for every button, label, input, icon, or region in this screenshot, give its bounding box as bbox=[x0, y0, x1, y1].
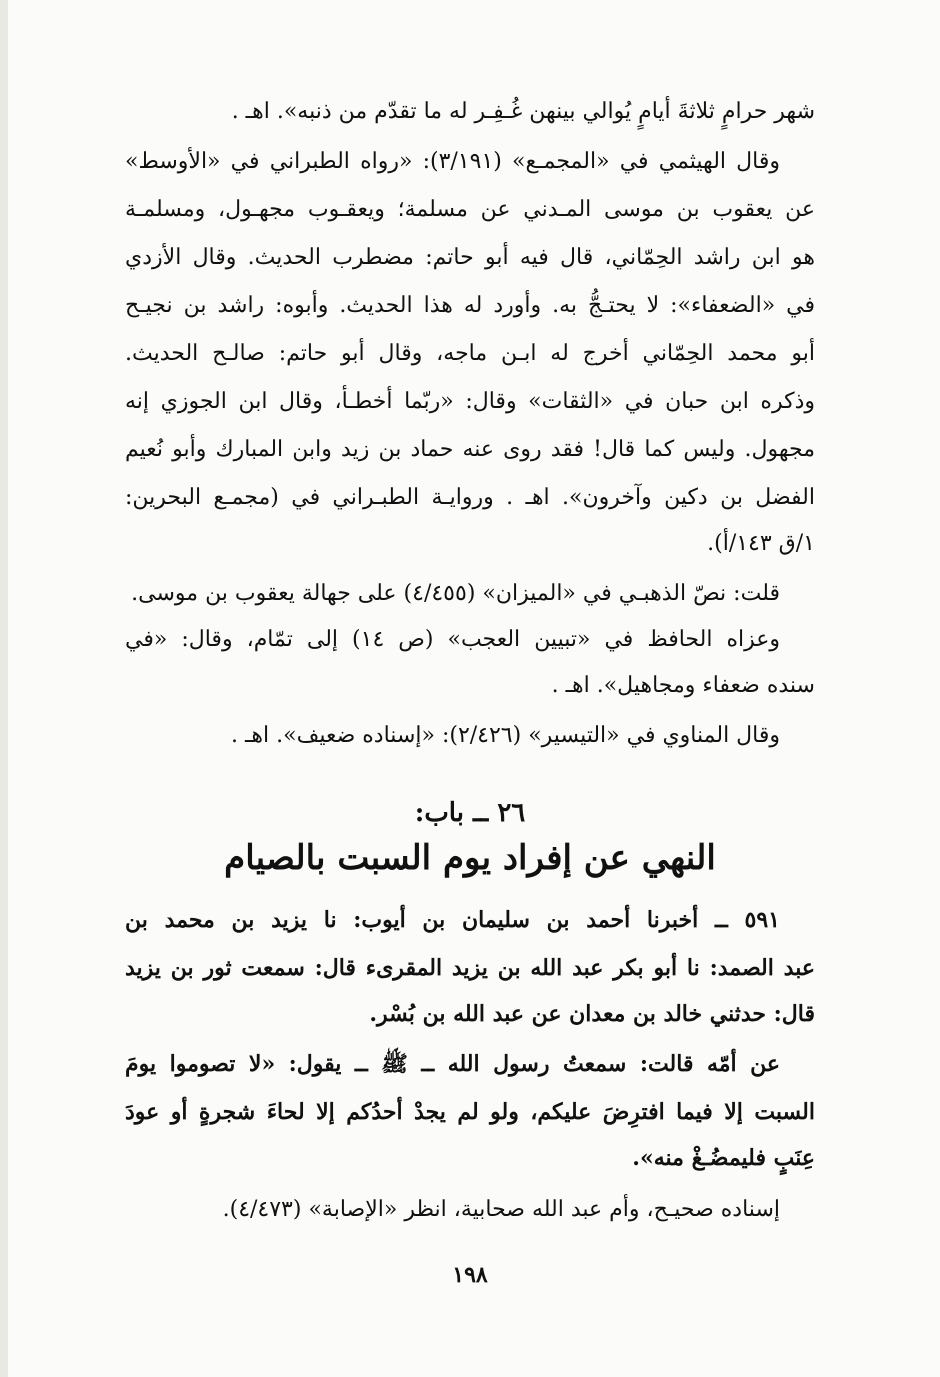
munawi-paragraph: وقال المناوي في «التيسير» (٢/٤٢٦): «إسناده ضعيف». اهـ . bbox=[230, 723, 780, 748]
page-number: ١٩٨ bbox=[452, 1262, 488, 1288]
chapter-title: النهي عن إفراد يوم السبت بالصيام bbox=[224, 838, 716, 878]
text-line: في «الضعفاء»: لا يحتـجُّ به. وأورد له هذا الحديث. وأبوه: راشد بن نجيـح bbox=[125, 293, 815, 318]
chapter-number: ٢٦ ــ باب: bbox=[414, 798, 526, 828]
hadith-matn-line: السبت إلا فيما افترِضَ عليكم، ولو لم يجدْ أحدُكم إلا لحاءَ شجرةٍ أو عودَ bbox=[125, 1099, 815, 1125]
hadith-matn-line: عِنَبٍ فليمضُـغْ منه». bbox=[632, 1145, 815, 1171]
text-line: مجهول. وليس كما قال! فقد روى عنه حماد بن زيد وابن المبارك وأبو نُعيم bbox=[125, 437, 815, 462]
text-line: هو ابن راشد الحِمّاني، قال فيه أبو حاتم: مضطرب الحديث. وقال الأزدي bbox=[125, 245, 815, 270]
text-line: وعزاه الحافظ في «تبيين العجب» (ص ١٤) إلى تمّام، وقال: «في bbox=[125, 627, 780, 652]
page-edge-shadow bbox=[0, 0, 8, 1377]
text-line: وذكره ابن حبان في «الثقات» وقال: «ربّما أخطـأ، وقال ابن الجوزي إنه bbox=[125, 389, 815, 414]
hadith-isnad-line: ٥٩١ ــ أخبرنا أحمد بن سليمان بن أيوب: نا يزيد بن محمد بن bbox=[125, 907, 780, 933]
grading-paragraph: إسناده صحيـح، وأم عبد الله صحابية، انظر «الإصابة» (٤/٤٧٣). bbox=[222, 1197, 780, 1222]
qult-paragraph: قلت: نصّ الذهبـي في «الميزان» (٤/٤٥٥) على جهالة يعقوب بن موسى. bbox=[131, 581, 780, 606]
hadith-isnad-line: عبد الصمد: نا أبو بكر عبد الله بن يزيد المقرىء قال: سمعت ثور بن يزيد bbox=[125, 955, 815, 981]
text-line: الفضل بن دكين وآخرون». اهـ . وروايـة الطبـراني في (مجمـع البحرين: bbox=[125, 485, 815, 510]
text-line: أبو محمد الحِمّاني أخرج له ابـن ماجه، وقال أبو حاتم: صالـح الحديث. bbox=[125, 341, 815, 366]
text-line: عن يعقوب بن موسى المـدني عن مسلمة؛ ويعقـوب مجهـول، ومسلمـة bbox=[125, 197, 815, 222]
text-line: شهر حرامٍ ثلاثةَ أيامٍ يُوالي بينهن غُـفِـر له ما تقدّم من ذنبه». اهـ . bbox=[231, 99, 815, 124]
hadith-isnad-line: قال: حدثني خالد بن معدان عن عبد الله بن بُسْر. bbox=[369, 1001, 815, 1027]
text-line: وقال الهيثمي في «المجمـع» (٣/١٩١): «رواه الطبراني في «الأوسط» bbox=[125, 149, 780, 174]
hadith-matn-line: عن أمّه قالت: سمعتُ رسول الله ــ ﷺ ــ يقول: «لا تصوموا يومَ bbox=[125, 1051, 780, 1077]
text-line: سنده ضعفاء ومجاهيل». اهـ . bbox=[551, 673, 815, 698]
text-line: ١/ق ١٤٣/أ). bbox=[707, 531, 815, 556]
